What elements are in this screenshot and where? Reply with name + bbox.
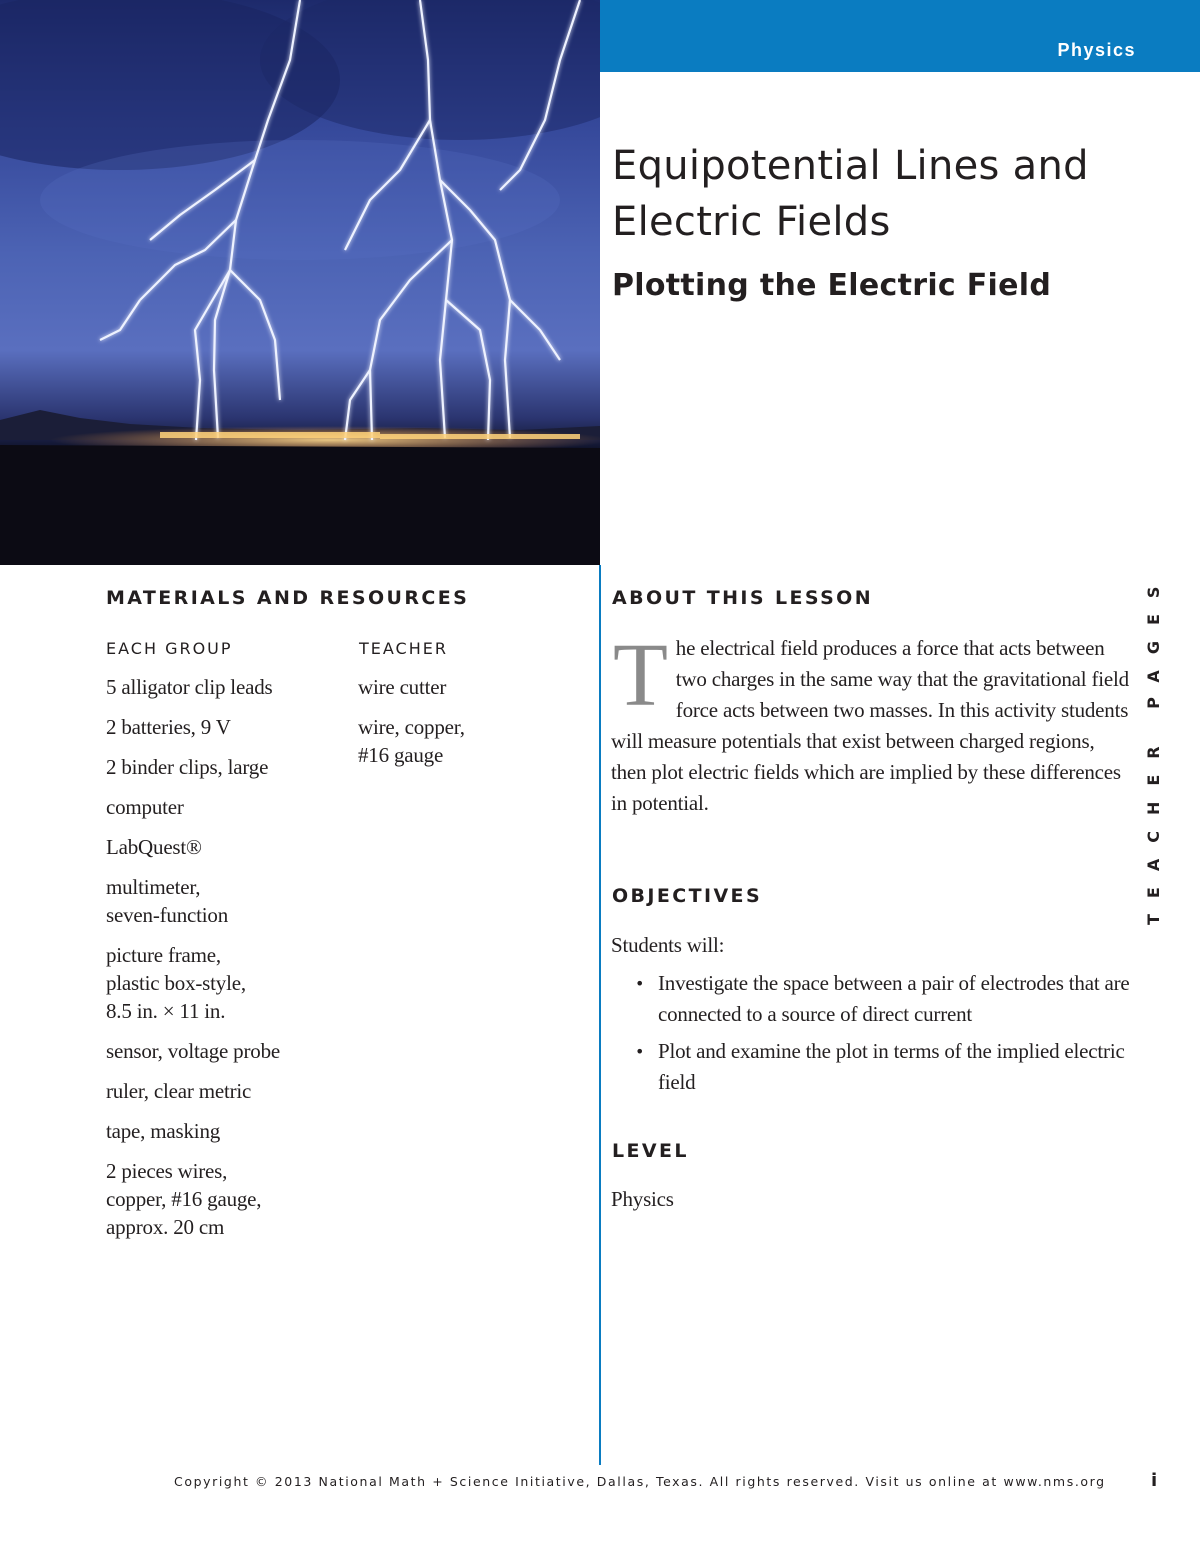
objective-text: Investigate the space between a pair of electrodes that are connected to a source of direct current (658, 971, 1130, 1026)
about-text: he electrical field produces a force that acts between two charges in the same way that the gravitational field force acts between two masses. In this activity students will measure potentials that exist between charged regions, then plot electric fields which are implied by these differences in potential. (611, 636, 1129, 815)
list-item: picture frame, plastic box-style, 8.5 in. × 11 in. (106, 943, 246, 1023)
list-item: ruler, clear metric (106, 1079, 252, 1103)
about-heading: ABOUT THIS LESSON (612, 587, 874, 609)
list-item: wire, copper, #16 gauge (358, 715, 465, 767)
page-subtitle: Plotting the Electric Field (612, 268, 1052, 303)
footer-copyright: Copyright © 2013 National Math + Science Initiative, Dallas, Texas. All rights reserved. Visit us online at www.nms.org (174, 1474, 1106, 1489)
list-item: wire cutter (358, 675, 447, 699)
objectives-intro: Students will: (611, 933, 725, 957)
about-paragraph (611, 626, 1133, 819)
bullet-icon: • (635, 974, 645, 993)
column-divider (599, 565, 601, 1465)
subject-label: Physics (1057, 40, 1136, 60)
list-item (611, 1036, 1136, 1098)
hero-photo-lightning (0, 0, 600, 565)
teacher-list (358, 673, 578, 781)
page-number: i (1151, 1470, 1158, 1491)
page-title: Equipotential Lines and Electric Fields (612, 143, 1089, 245)
teacher-heading: TEACHER (359, 639, 448, 658)
list-item: 2 pieces wires, copper, #16 gauge, approx. 20 cm (106, 1159, 262, 1239)
list-item: 2 binder clips, large (106, 755, 269, 779)
list-item (611, 968, 1136, 1030)
subject-band (600, 0, 1200, 72)
list-item: multimeter, seven-function (106, 875, 228, 927)
materials-heading: MATERIALS AND RESOURCES (106, 587, 470, 609)
lightning-illustration (0, 0, 600, 565)
side-tab-teacher-pages: TEACHER PAGES (1144, 570, 1163, 925)
bullet-icon: • (635, 1042, 645, 1061)
level-heading: LEVEL (612, 1140, 689, 1162)
list-item: tape, masking (106, 1119, 221, 1143)
list-item: computer (106, 795, 184, 819)
drop-cap: T (613, 626, 668, 725)
objectives-heading: OBJECTIVES (612, 885, 763, 907)
each-group-list (106, 673, 346, 1253)
level-value: Physics (611, 1187, 674, 1211)
list-item: sensor, voltage probe (106, 1039, 280, 1063)
objective-text: Plot and examine the plot in terms of the implied electric field (658, 1039, 1125, 1094)
list-item: 5 alligator clip leads (106, 675, 273, 699)
objectives-list (611, 968, 1136, 1104)
list-item: 2 batteries, 9 V (106, 715, 231, 739)
each-group-heading: EACH GROUP (106, 639, 233, 658)
list-item: LabQuest® (106, 835, 202, 859)
